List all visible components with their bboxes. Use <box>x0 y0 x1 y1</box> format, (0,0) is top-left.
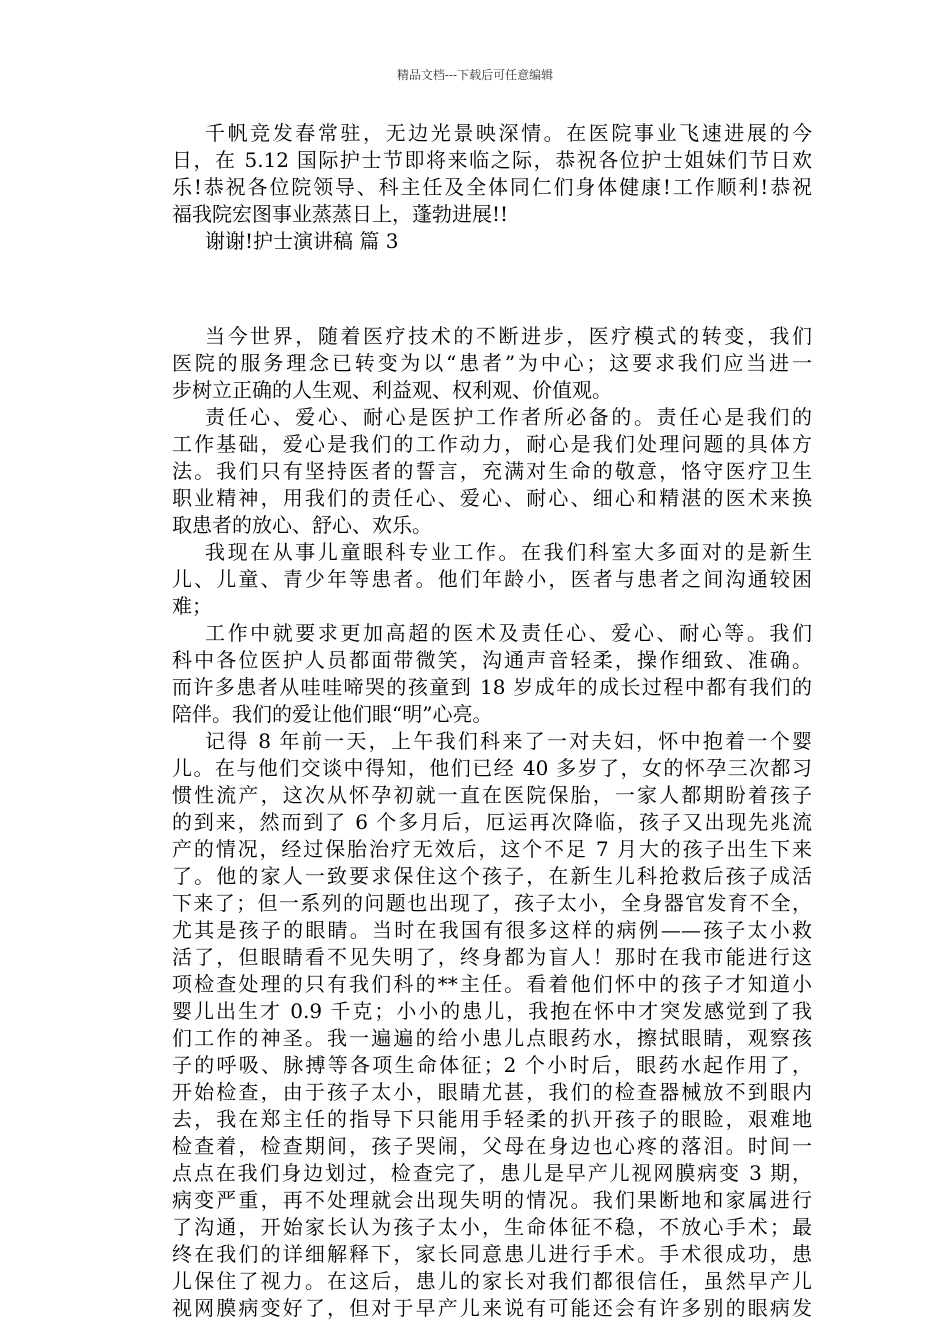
text-line: 下来了；但一系列的问题也出现了，孩子太小，全身器官发育不全， <box>172 891 812 915</box>
text-line: 难； <box>172 594 212 618</box>
text-line: 谢谢!护士演讲稿 篇 3 <box>205 229 399 253</box>
text-line: 步树立正确的人生观、利益观、权利观、价值观。 <box>172 378 612 402</box>
text-line: 而许多患者从哇哇啼哭的孩童到 18 岁成年的成长过程中都有我们的 <box>172 675 812 699</box>
text-line: 职业精神，用我们的责任心、爱心、耐心、细心和精湛的医术来换 <box>172 486 812 510</box>
text-line: 产的情况，经过保胎治疗无效后，这个不足 7 月大的孩子出生下来 <box>172 837 812 861</box>
text-line: 点点在我们身边划过，检查完了，患儿是早产儿视网膜病变 3 期， <box>172 1161 812 1185</box>
text-line: 乐!恭祝各位院领导、科主任及全体同仁们身体健康!工作顺利!恭祝 <box>172 175 812 199</box>
para-world-today <box>172 323 812 404</box>
text-line: 活了，但眼睛看不见失明了，终身都为盲人！那时在我市能进行这 <box>172 945 812 969</box>
text-line: 终在我们的详细解释下，家长同意患儿进行手术。手术很成功，患 <box>172 1242 812 1266</box>
text-line: 的到来，然而到了 6 个多月后，厄运再次降临，孩子又出现先兆流 <box>172 810 812 834</box>
text-line: 了沟通，开始家长认为孩子太小，生命体征不稳，不放心手术；最 <box>172 1215 812 1239</box>
text-line: 儿、儿童、青少年等患者。他们年龄小，医者与患者之间沟通较困 <box>172 567 812 591</box>
text-line: 工作基础，爱心是我们的工作动力，耐心是我们处理问题的具体方 <box>172 432 812 456</box>
text-line: 法。我们只有坚持医者的誓言，充满对生命的敬意，恪守医疗卫生 <box>172 459 812 483</box>
text-line: 项检查处理的只有我们科的**主任。看着他们怀中的孩子才知道小 <box>172 972 812 996</box>
para-thanks-heading <box>172 228 812 255</box>
text-line: 病变严重，再不处理就会出现失明的情况。我们果断地和家属进行 <box>172 1188 812 1212</box>
text-line: 儿。在与他们交谈中得知，他们已经 40 多岁了，女的怀孕三次都习 <box>172 756 812 780</box>
text-line: 千帆竞发春常驻，无边光景映深情。在医院事业飞速进展的今 <box>205 121 812 145</box>
text-line: 开始检查，由于孩子太小，眼睛尤甚，我们的检查器械放不到眼内 <box>172 1080 812 1104</box>
para-story <box>172 728 812 1322</box>
text-line: 科中各位医护人员都面带微笑，沟通声音轻柔，操作细致、准确。 <box>172 648 812 672</box>
text-line: 儿保住了视力。在这后，患儿的家长对我们都很信任，虽然早产儿 <box>172 1269 812 1293</box>
para-pediatric-ophthalmology <box>172 539 812 620</box>
para-work-requirements <box>172 620 812 728</box>
text-line: 我现在从事儿童眼科专业工作。在我们科室大多面对的是新生 <box>205 540 812 564</box>
text-line: 当今世界，随着医疗技术的不断进步，医疗模式的转变，我们 <box>205 324 812 348</box>
text-line: 责任心、爱心、耐心是医护工作者所必备的。责任心是我们的 <box>205 405 812 429</box>
text-line: 了。他的家人一致要求保住这个孩子，在新生儿科抢救后孩子成活 <box>172 864 812 888</box>
page-header: 精品文档---下载后可任意编辑 <box>396 68 554 82</box>
text-line: 日，在 5.12 国际护士节即将来临之际，恭祝各位护士姐妹们节日欢 <box>172 148 812 172</box>
paragraph-gap <box>172 255 812 323</box>
text-line: 去，我在郑主任的指导下只能用手轻柔的扒开孩子的眼睑，艰难地 <box>172 1107 812 1131</box>
para-closing-wishes <box>172 120 812 228</box>
text-line: 们工作的神圣。我一遍遍的给小患儿点眼药水，擦拭眼睛，观察孩 <box>172 1026 812 1050</box>
text-line: 医院的服务理念已转变为以“患者”为中心；这要求我们应当进一 <box>172 351 812 375</box>
text-line: 取患者的放心、舒心、欢乐。 <box>172 513 432 537</box>
text-line: 陪伴。我们的爱让他们眼“明”心亮。 <box>172 702 493 726</box>
text-line: 尤其是孩子的眼睛。当时在我国有很多这样的病例——孩子太小救 <box>172 918 812 942</box>
text-line: 工作中就要求更加高超的医术及责任心、爱心、耐心等。我们 <box>205 621 812 645</box>
text-line: 婴儿出生才 0.9 千克；小小的患儿，我抱在怀中才突发感觉到了我 <box>172 999 812 1023</box>
text-line: 惯性流产，这次从怀孕初就一直在医院保胎，一家人都期盼着孩子 <box>172 783 812 807</box>
text-line: 福我院宏图事业蒸蒸日上，蓬勃进展!! <box>172 202 509 226</box>
para-responsibility <box>172 404 812 539</box>
text-line: 检查着，检查期间，孩子哭闹，父母在身边也心疼的落泪。时间一 <box>172 1134 812 1158</box>
text-line: 子的呼吸、脉搏等各项生命体征；2 个小时后，眼药水起作用了， <box>172 1053 812 1077</box>
text-line: 视网膜病变好了，但对于早产儿来说有可能还会有许多别的眼病发 <box>172 1296 812 1320</box>
document-body <box>172 120 812 1322</box>
text-line: 记得 8 年前一天，上午我们科来了一对夫妇，怀中抱着一个婴 <box>205 729 812 753</box>
